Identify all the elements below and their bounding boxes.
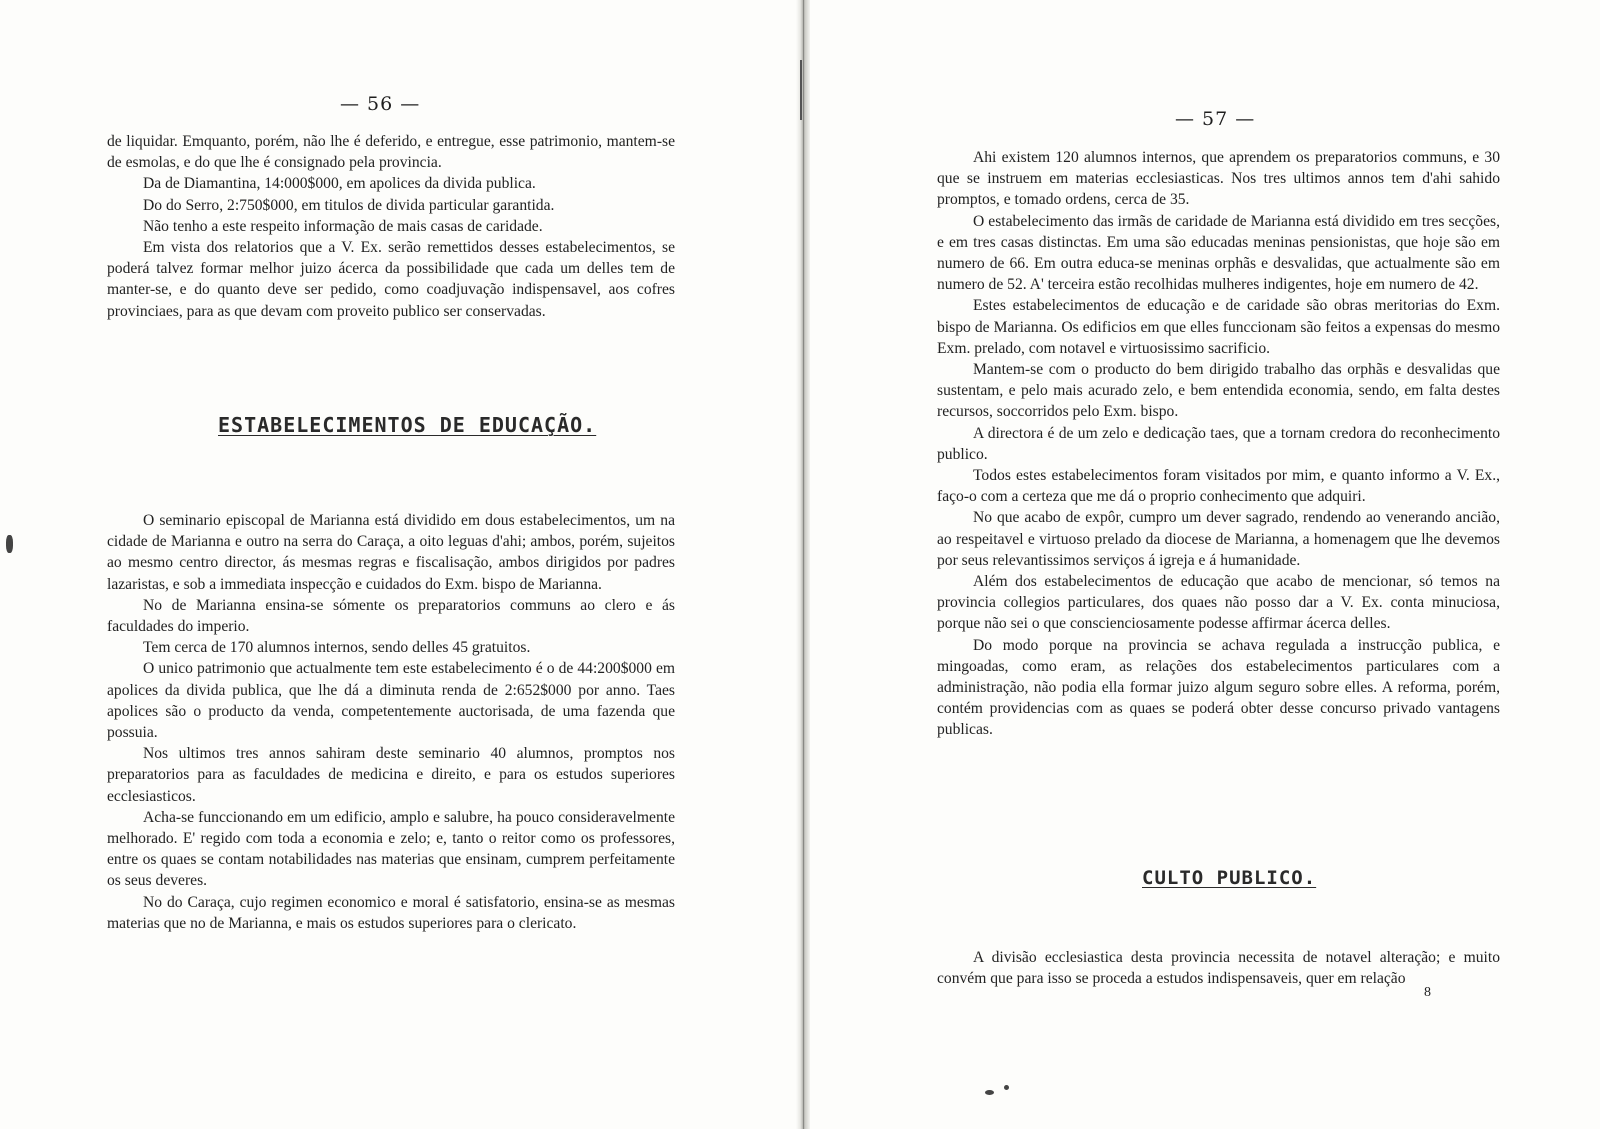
paragraph: A divisão ecclesiastica desta provincia necessita de notavel alteração; e muito convém que para isso se proceda a estudos indispensaveis, quer em relação [937, 949, 1500, 988]
left-page [0, 0, 796, 1129]
paragraph: A directora é de um zelo e dedicação taes, que a tornam credora do reconhecimento publico. [937, 424, 1500, 463]
paragraph: Não tenho a este respeito informação de mais casas de caridade. [143, 217, 543, 235]
paragraph: Do do Serro, 2:750$000, em titulos de divida particular garantida. [143, 196, 555, 214]
ink-blot [6, 535, 13, 553]
page-number-left: — 56 — [340, 93, 421, 115]
paragraph: de liquidar. Emquanto, porém, não lhe é deferido, e entregue, esse patrimonio, mantem-se de esmolas, e do que lhe é consignado pela provincia. [107, 133, 675, 172]
paragraph: Da de Diamantina, 14:000$000, em apolices da divida publica. [143, 175, 536, 193]
paragraph: Estes estabelecimentos de educação e de caridade são obras meritorias do Exm. bispo de Marianna. Os edificios em que elles funccionam são feitos a expensas do mesmo Exm. prelado, com notavel e virtuosissimo sacrificio. [937, 297, 1500, 357]
paragraph: No de Marianna ensina-se sómente os preparatorios communs ao clero e ás faculdades do imperio. [107, 596, 675, 636]
paragraph: No do Caraça, cujo regimen economico e moral é satisfatorio, ensina-se as mesmas materias que no de Marianna, e mais os estudos superiores para o clericato. [107, 893, 675, 932]
paragraph: Ahi existem 120 alumnos internos, que aprendem os preparatorios communs, e 30 que se instruem em materias ecclesiasticas. Nos tres ultimos annos tem d'ahi sahido promptos, e tomado ordens, cerca de 35. [937, 149, 1500, 209]
paragraph: Além dos estabelecimentos de educação que acabo de mencionar, só temos na provincia collegios particulares, dos quaes não posso dar a V. Ex. conta minuciosa, porque não sei o que conscienciosamente podesse affirmar ácerca delles. [937, 573, 1500, 633]
paragraph: Tem cerca de 170 alumnos internos, sendo delles 45 gratuitos. [143, 639, 531, 657]
page-number-right: — 57 — [1175, 108, 1256, 130]
paragraph: O estabelecimento das irmãs de caridade de Marianna está dividido em tres secções, e em tres casas distinctas. Em uma são educadas meninas pensionistas, que hoje são em numero de 66. Em outra educa-se meninas orphãs e desvalidas, que actualmente são em numero de 52. A' terceira estão recolhidas mulheres indigentes, hoje em numero de 42. [937, 212, 1500, 294]
paragraph: Todos estes estabelecimentos foram visitados por mim, e quanto informo a V. Ex., faço-o com a certeza que me dá o proprio conhecimento que adquiri. [937, 467, 1500, 506]
paragraph: No que acabo de expôr, cumpro um dever sagrado, rendendo ao venerando ancião, ao respeitavel e virtuoso prelado da diocese de Marianna, a homenagem que lhe devemos por seus relevantissimos serviços á igreja e á humanidade. [937, 509, 1500, 569]
gutter-mark [800, 60, 802, 120]
paragraph: O seminario episcopal de Marianna está dividido em dous estabelecimentos, um na cidade de Marianna e outro na serra do Caraça, a oito leguas d'ahi; ambos, porém, sujeitos ao mesmo centro director, ás mesmas regras e fiscalisação, ambos dirigidos por padres lazaristas, e sob a immediata inspecção e cuidados do Exm. bispo de Marianna. [107, 512, 675, 593]
paragraph: Mantem-se com o producto do bem dirigido trabalho das orphãs e desvalidas que sustentam, e pelo mais acurado zelo, e bem entendida economia, sendo, em falta destes recursos, soccorridos pelo Exm. bispo. [937, 361, 1500, 421]
left-top-text [107, 131, 675, 322]
right-main-text [937, 147, 1500, 741]
left-main-text [107, 510, 675, 934]
right-last-text [937, 947, 1500, 989]
paragraph: Em vista dos relatorios que a V. Ex. serão remettidos desses estabelecimentos, se poderá talvez formar melhor juizo ácerca da possibilidade que cada um delles tem de manter-se, e do quanto deve ser pedido, como coadjuvação indispensavel, aos cofres provinciaes, para as que devam com proveito publico ser conservadas. [107, 239, 675, 320]
paragraph: Acha-se funccionando em um edificio, amplo e salubre, ha pouco consideravelmente melhorado. E' regido com toda a economia e zelo; e, tanto o reitor como os professores, entre os quaes se contam notabilidades nas materias que ensinam, cumprem perfeitamente os seus deveres. [107, 808, 675, 890]
section-heading-worship: CULTO PUBLICO. [1142, 867, 1317, 889]
section-heading-education: ESTABELECIMENTOS DE EDUCAÇÃO. [218, 413, 597, 437]
ink-speck [1004, 1085, 1009, 1090]
signature-mark: 8 [1424, 985, 1431, 1000]
book-gutter [796, 0, 810, 1129]
paragraph: O unico patrimonio que actualmente tem este estabelecimento é o de 44:200$000 em apolices da divida publica, que lhe dá a diminuta renda de 2:652$000 por anno. Taes apolices são o producto da venda, competentemente auctorisada, de uma fazenda que possuia. [107, 660, 675, 742]
paragraph: Do modo porque na provincia se achava regulada a instrucção publica, e mingoadas, como eram, as relações dos estabelecimentos particulares com a administração, não podia ella formar juizo algum seguro sobre elles. A reforma, porém, contém providencias com as quaes se poderá obter desse concurso privado vantagens publicas. [937, 636, 1500, 739]
ink-speck [985, 1090, 994, 1095]
paragraph: Nos ultimos tres annos sahiram deste seminario 40 alumnos, promptos nos preparatorios para as faculdades de medicina e direito, e para os estudos superiores ecclesiasticos. [107, 745, 675, 805]
